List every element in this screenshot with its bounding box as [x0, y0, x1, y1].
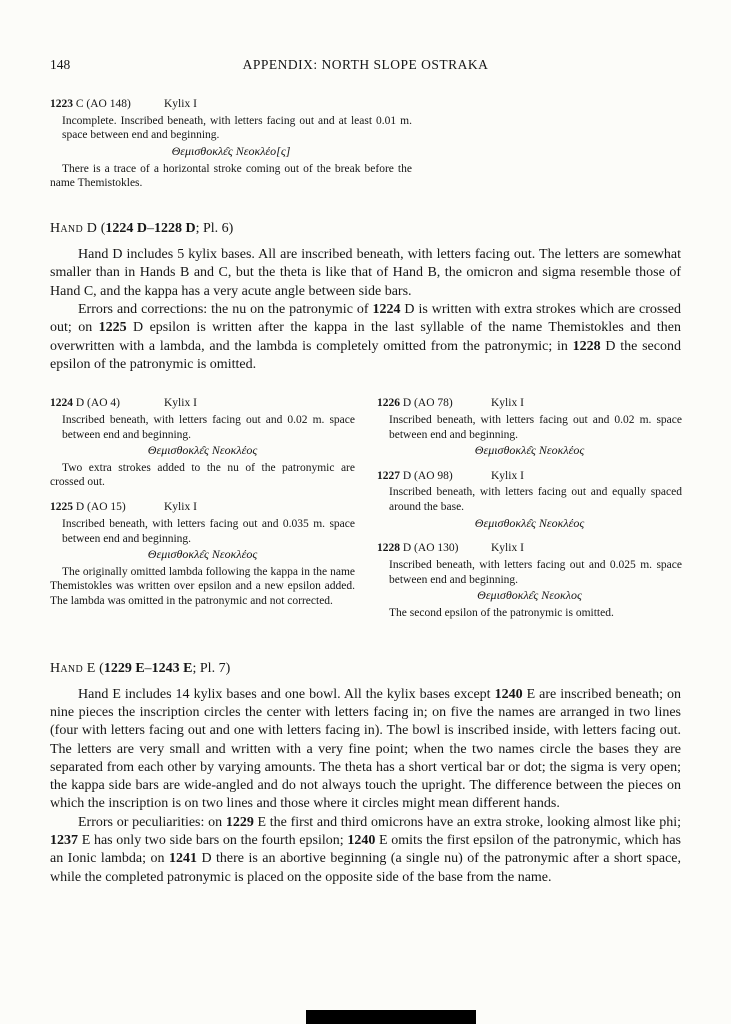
entry-column-left — [50, 396, 355, 630]
entry-id-label — [50, 500, 164, 515]
entry-catalog-label: D (AO 15) — [73, 501, 126, 514]
entry-catalog-label: D (AO 130) — [400, 542, 459, 555]
section-hand-e — [50, 661, 681, 888]
page-title: APPENDIX: NORTH SLOPE OSTRAKA — [242, 57, 489, 72]
entry-1226 — [377, 396, 682, 459]
entry-description: Inscribed beneath, with letters facing out and 0.02 m. space between end and beginning. — [62, 413, 355, 441]
entry-1227 — [377, 469, 682, 532]
page-number: 148 — [50, 57, 71, 72]
entry-id: 1227 — [377, 469, 400, 482]
entry-greek-inscription: Θεμισθοκλε̑ς Νεοκλέος — [147, 443, 258, 458]
entry-id: 1225 — [50, 501, 73, 514]
entry-catalog-label: C (AO 148) — [73, 98, 131, 110]
entry-1225 — [50, 500, 355, 609]
entry-id-label — [377, 541, 491, 556]
entry-type: Kylix I — [164, 501, 197, 514]
entry-header — [377, 396, 682, 411]
entry-1228 — [377, 541, 682, 620]
entry-header — [50, 396, 355, 411]
entry-catalog-label: D (AO 98) — [400, 469, 453, 482]
hand-d-paragraph-2: Errors and corrections: the nu on the patronymic of 1224 D is written with extra strokes which are crossed out; on 1225 D epsilon is written after the kappa in the last syllable of the name Themistokles and then overwritten with a lambda, and the lambda is completely omitted from the patronymic; in 1228 D the second epsilon of the patronymic is omitted. — [50, 301, 682, 372]
entry-greek-inscription: Θεμισθοκλε̑ς Νεοκλέος — [474, 443, 585, 458]
section-hand-d — [50, 221, 681, 374]
hand-d-paragraph-1: Hand D includes 5 kylix bases. All are inscribed beneath, with letters facing out. The letters are somewhat smaller than in Hands B and C, but the theta is like that of Hand B, the omicron and sigma resemble those of Hand C, and the kappa has a very acute angle between side bars. — [50, 246, 681, 299]
entry-catalog-label: D (AO 78) — [400, 397, 453, 410]
scan-artifact-bar — [306, 1010, 476, 1024]
entry-id-label — [50, 396, 164, 411]
entry-id: 1224 — [50, 397, 73, 410]
entry-greek-inscription: Θεμισθοκλε̑ς Νεοκλέος — [474, 515, 585, 530]
entry-note: The second epsilon of the patronymic is omitted. — [389, 606, 614, 619]
entry-description: Inscribed beneath, with letters facing out and equally spaced around the base. — [389, 486, 682, 514]
entry-description: Incomplete. Inscribed beneath, with letters facing out and at least 0.01 m. space between end and beginning. — [62, 114, 412, 142]
entry-type: Kylix I — [491, 542, 524, 555]
entry-header — [377, 469, 682, 484]
entry-description: Inscribed beneath, with letters facing out and 0.025 m. space between end and beginning. — [389, 559, 682, 586]
hand-e-paragraph-2: Errors or peculiarities: on 1229 E the first and third omicrons have an extra stroke, looking almost like phi; 1237 E has only two side bars on the fourth epsilon; 1240 E omits the first epsilon of the patronymic, which has an Ionic lambda; on 1241 D there is an abortive beginning (a single nu) of the patronymic after a short space, while the completed patronymic is placed on the opposite side of the base from the name. — [50, 814, 682, 885]
entry-note: The originally omitted lambda following the kappa in the name Themistokles was written over epsilon and a new epsilon added. The lambda was omitted in the patronymic and not corrected. — [50, 565, 355, 608]
section-heading-hand-d — [50, 221, 681, 237]
entry-header — [50, 500, 355, 515]
entry-id-label — [377, 469, 491, 484]
entry-column-right — [377, 396, 682, 630]
entry-catalog-label: D (AO 4) — [73, 397, 120, 410]
entry-id: 1223 — [50, 98, 73, 110]
entry-1223 — [50, 97, 412, 191]
hand-name: Hand D — [50, 220, 98, 236]
entry-header — [50, 97, 412, 112]
entry-note: There is a trace of a horizontal stroke coming out of the break before the name Themistokles. — [50, 162, 412, 190]
entry-type: Kylix I — [164, 98, 197, 110]
entry-greek-inscription: Θεμισθοκλε̑ς Νεοκλέο[ς] — [171, 144, 291, 159]
entry-type: Kylix I — [164, 397, 197, 410]
running-head — [50, 57, 681, 75]
entry-type: Kylix I — [491, 397, 524, 410]
hand-e-paragraph-1: Hand E includes 14 kylix bases and one bowl. All the kylix bases except 1240 E are inscribed beneath; on nine pieces the inscription circles the center with letters facing in; on five the names are arranged in two lines (four with letters facing out and one with letters facing in). The bowl is inscribed inside, with letters facing out. The letters are very small and written with a very fine point; when the two names circle the bases they are separated from each other by varying amounts. The theta has a short vertical bar or dot; the sigma is very open; the kappa side bars are wide-angled and do not always touch the upright. The difference between the pieces on which the inscription is on two lines and those where it circles might mean different hands. — [50, 686, 681, 812]
section-heading-hand-e — [50, 661, 681, 677]
hand-range: (1229 E–1243 E; Pl. 7) — [95, 660, 231, 676]
entry-columns — [50, 396, 681, 630]
entry-id-label — [377, 396, 491, 411]
entry-1224 — [50, 396, 355, 490]
entry-id-label — [50, 97, 164, 112]
entry-description: Inscribed beneath, with letters facing out and 0.035 m. space between end and beginning. — [62, 517, 355, 545]
entry-greek-inscription: Θεμισθοκλε̑ς Νεοκλέος — [147, 547, 258, 562]
hand-name: Hand E — [50, 660, 96, 676]
entry-note: Two extra strokes added to the nu of the patronymic are crossed out. — [50, 461, 355, 489]
entry-description: Inscribed beneath, with letters facing out and 0.02 m. space between end and beginning. — [389, 413, 682, 441]
entry-header — [377, 541, 682, 556]
entry-type: Kylix I — [491, 469, 524, 482]
entry-id: 1226 — [377, 397, 400, 410]
entry-id: 1228 — [377, 542, 400, 555]
entry-greek-inscription: Θεμισθοκλε̑ς Νεοκλος — [477, 588, 582, 603]
hand-range: (1224 D–1228 D; Pl. 6) — [97, 220, 234, 236]
